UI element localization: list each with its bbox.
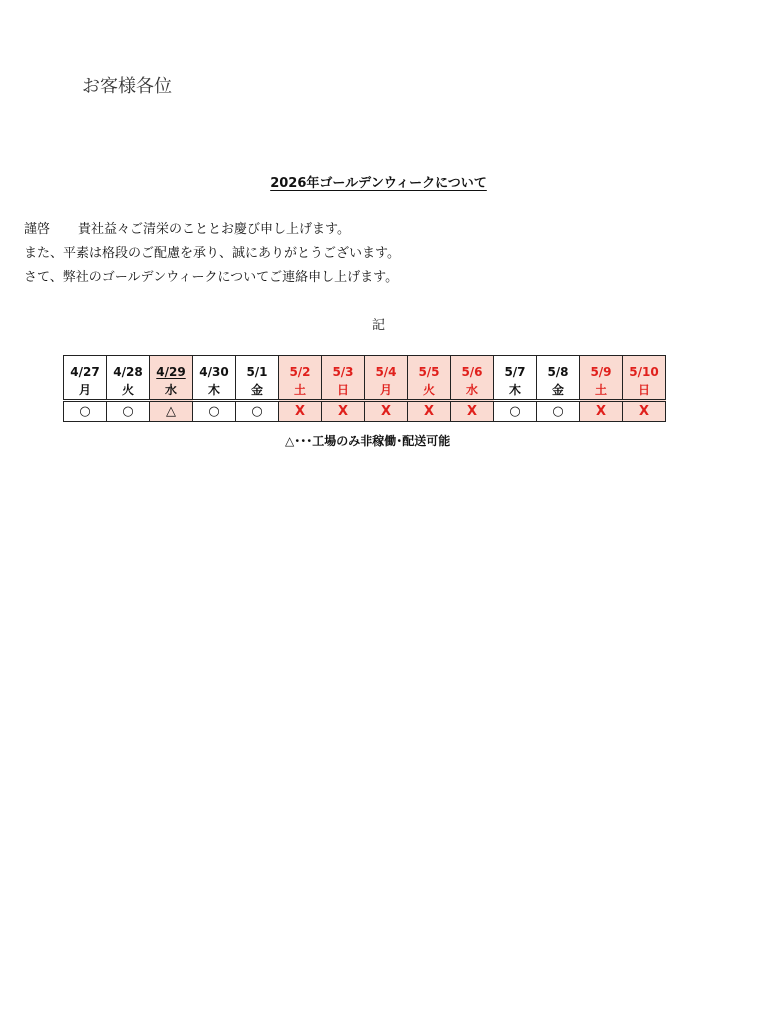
calendar-date-cell: 5/2 bbox=[279, 356, 322, 380]
calendar-date-cell: 4/28 bbox=[107, 356, 150, 380]
calendar-weekday-cell: 火 bbox=[107, 379, 150, 401]
calendar-weekday-cell: 火 bbox=[408, 379, 451, 401]
calendar-date-cell: 5/5 bbox=[408, 356, 451, 380]
calendar-weekday-cell: 金 bbox=[537, 379, 580, 401]
calendar-date-cell: 5/6 bbox=[451, 356, 494, 380]
calendar-date-cell: 5/9 bbox=[580, 356, 623, 380]
addressee: お客様各位 bbox=[82, 76, 172, 97]
calendar-status-cell: X bbox=[322, 401, 365, 422]
calendar-date-cell: 5/4 bbox=[365, 356, 408, 380]
calendar-weekday-cell: 土 bbox=[279, 379, 322, 401]
calendar-status-cell: X bbox=[408, 401, 451, 422]
holiday-calendar-table bbox=[63, 355, 666, 422]
calendar-date-cell: 5/7 bbox=[494, 356, 537, 380]
calendar-weekday-cell: 木 bbox=[193, 379, 236, 401]
calendar-status-cell: ○ bbox=[494, 401, 537, 422]
calendar-status-cell: ○ bbox=[64, 401, 107, 422]
calendar-date-row bbox=[64, 356, 666, 380]
calendar-status-cell: ○ bbox=[537, 401, 580, 422]
letter-body bbox=[24, 218, 400, 290]
calendar-status-cell: X bbox=[580, 401, 623, 422]
calendar-weekday-cell: 土 bbox=[580, 379, 623, 401]
calendar-weekday-cell: 月 bbox=[365, 379, 408, 401]
calendar-weekday-row bbox=[64, 379, 666, 401]
letter-line-1-text: 貴社益々ご清栄のこととお慶び申し上げます。 bbox=[78, 222, 350, 237]
calendar-status-cell: X bbox=[623, 401, 666, 422]
calendar-status-cell: X bbox=[279, 401, 322, 422]
calendar-status-cell: △ bbox=[150, 401, 193, 422]
calendar-date-cell: 5/3 bbox=[322, 356, 365, 380]
calendar-status-cell: ○ bbox=[107, 401, 150, 422]
letter-line-1 bbox=[24, 218, 400, 242]
letter-line-2: また、平素は格段のご配慮を承り、誠にありがとうございます。 bbox=[24, 246, 400, 261]
calendar-weekday-cell: 木 bbox=[494, 379, 537, 401]
calendar-date-cell: 4/30 bbox=[193, 356, 236, 380]
calendar-status-cell: ○ bbox=[236, 401, 279, 422]
calendar-weekday-cell: 水 bbox=[451, 379, 494, 401]
calendar-status-cell: X bbox=[451, 401, 494, 422]
calendar-status-row bbox=[64, 401, 666, 422]
letter-line-3: さて、弊社のゴールデンウィークについてご連絡申し上げます。 bbox=[24, 270, 399, 285]
calendar-weekday-cell: 月 bbox=[64, 379, 107, 401]
calendar-date-cell: 5/8 bbox=[537, 356, 580, 380]
salutation: 謹啓 bbox=[24, 222, 51, 237]
legend-note: △･･･工場のみ非稼働･配送可能 bbox=[285, 434, 451, 448]
calendar-date-cell: 4/27 bbox=[64, 356, 107, 380]
ki-heading: 記 bbox=[371, 318, 385, 333]
document-title-text: 2026年ゴールデンウィークについて bbox=[270, 176, 487, 191]
calendar-date-cell: 5/10 bbox=[623, 356, 666, 380]
calendar-weekday-cell: 日 bbox=[322, 379, 365, 401]
calendar-weekday-cell: 水 bbox=[150, 379, 193, 401]
calendar-date-cell: 5/1 bbox=[236, 356, 279, 380]
calendar-weekday-cell: 日 bbox=[623, 379, 666, 401]
calendar-date-cell: 4/29 bbox=[150, 356, 193, 380]
calendar-weekday-cell: 金 bbox=[236, 379, 279, 401]
calendar-status-cell: X bbox=[365, 401, 408, 422]
document-title bbox=[0, 172, 757, 191]
calendar-status-cell: ○ bbox=[193, 401, 236, 422]
